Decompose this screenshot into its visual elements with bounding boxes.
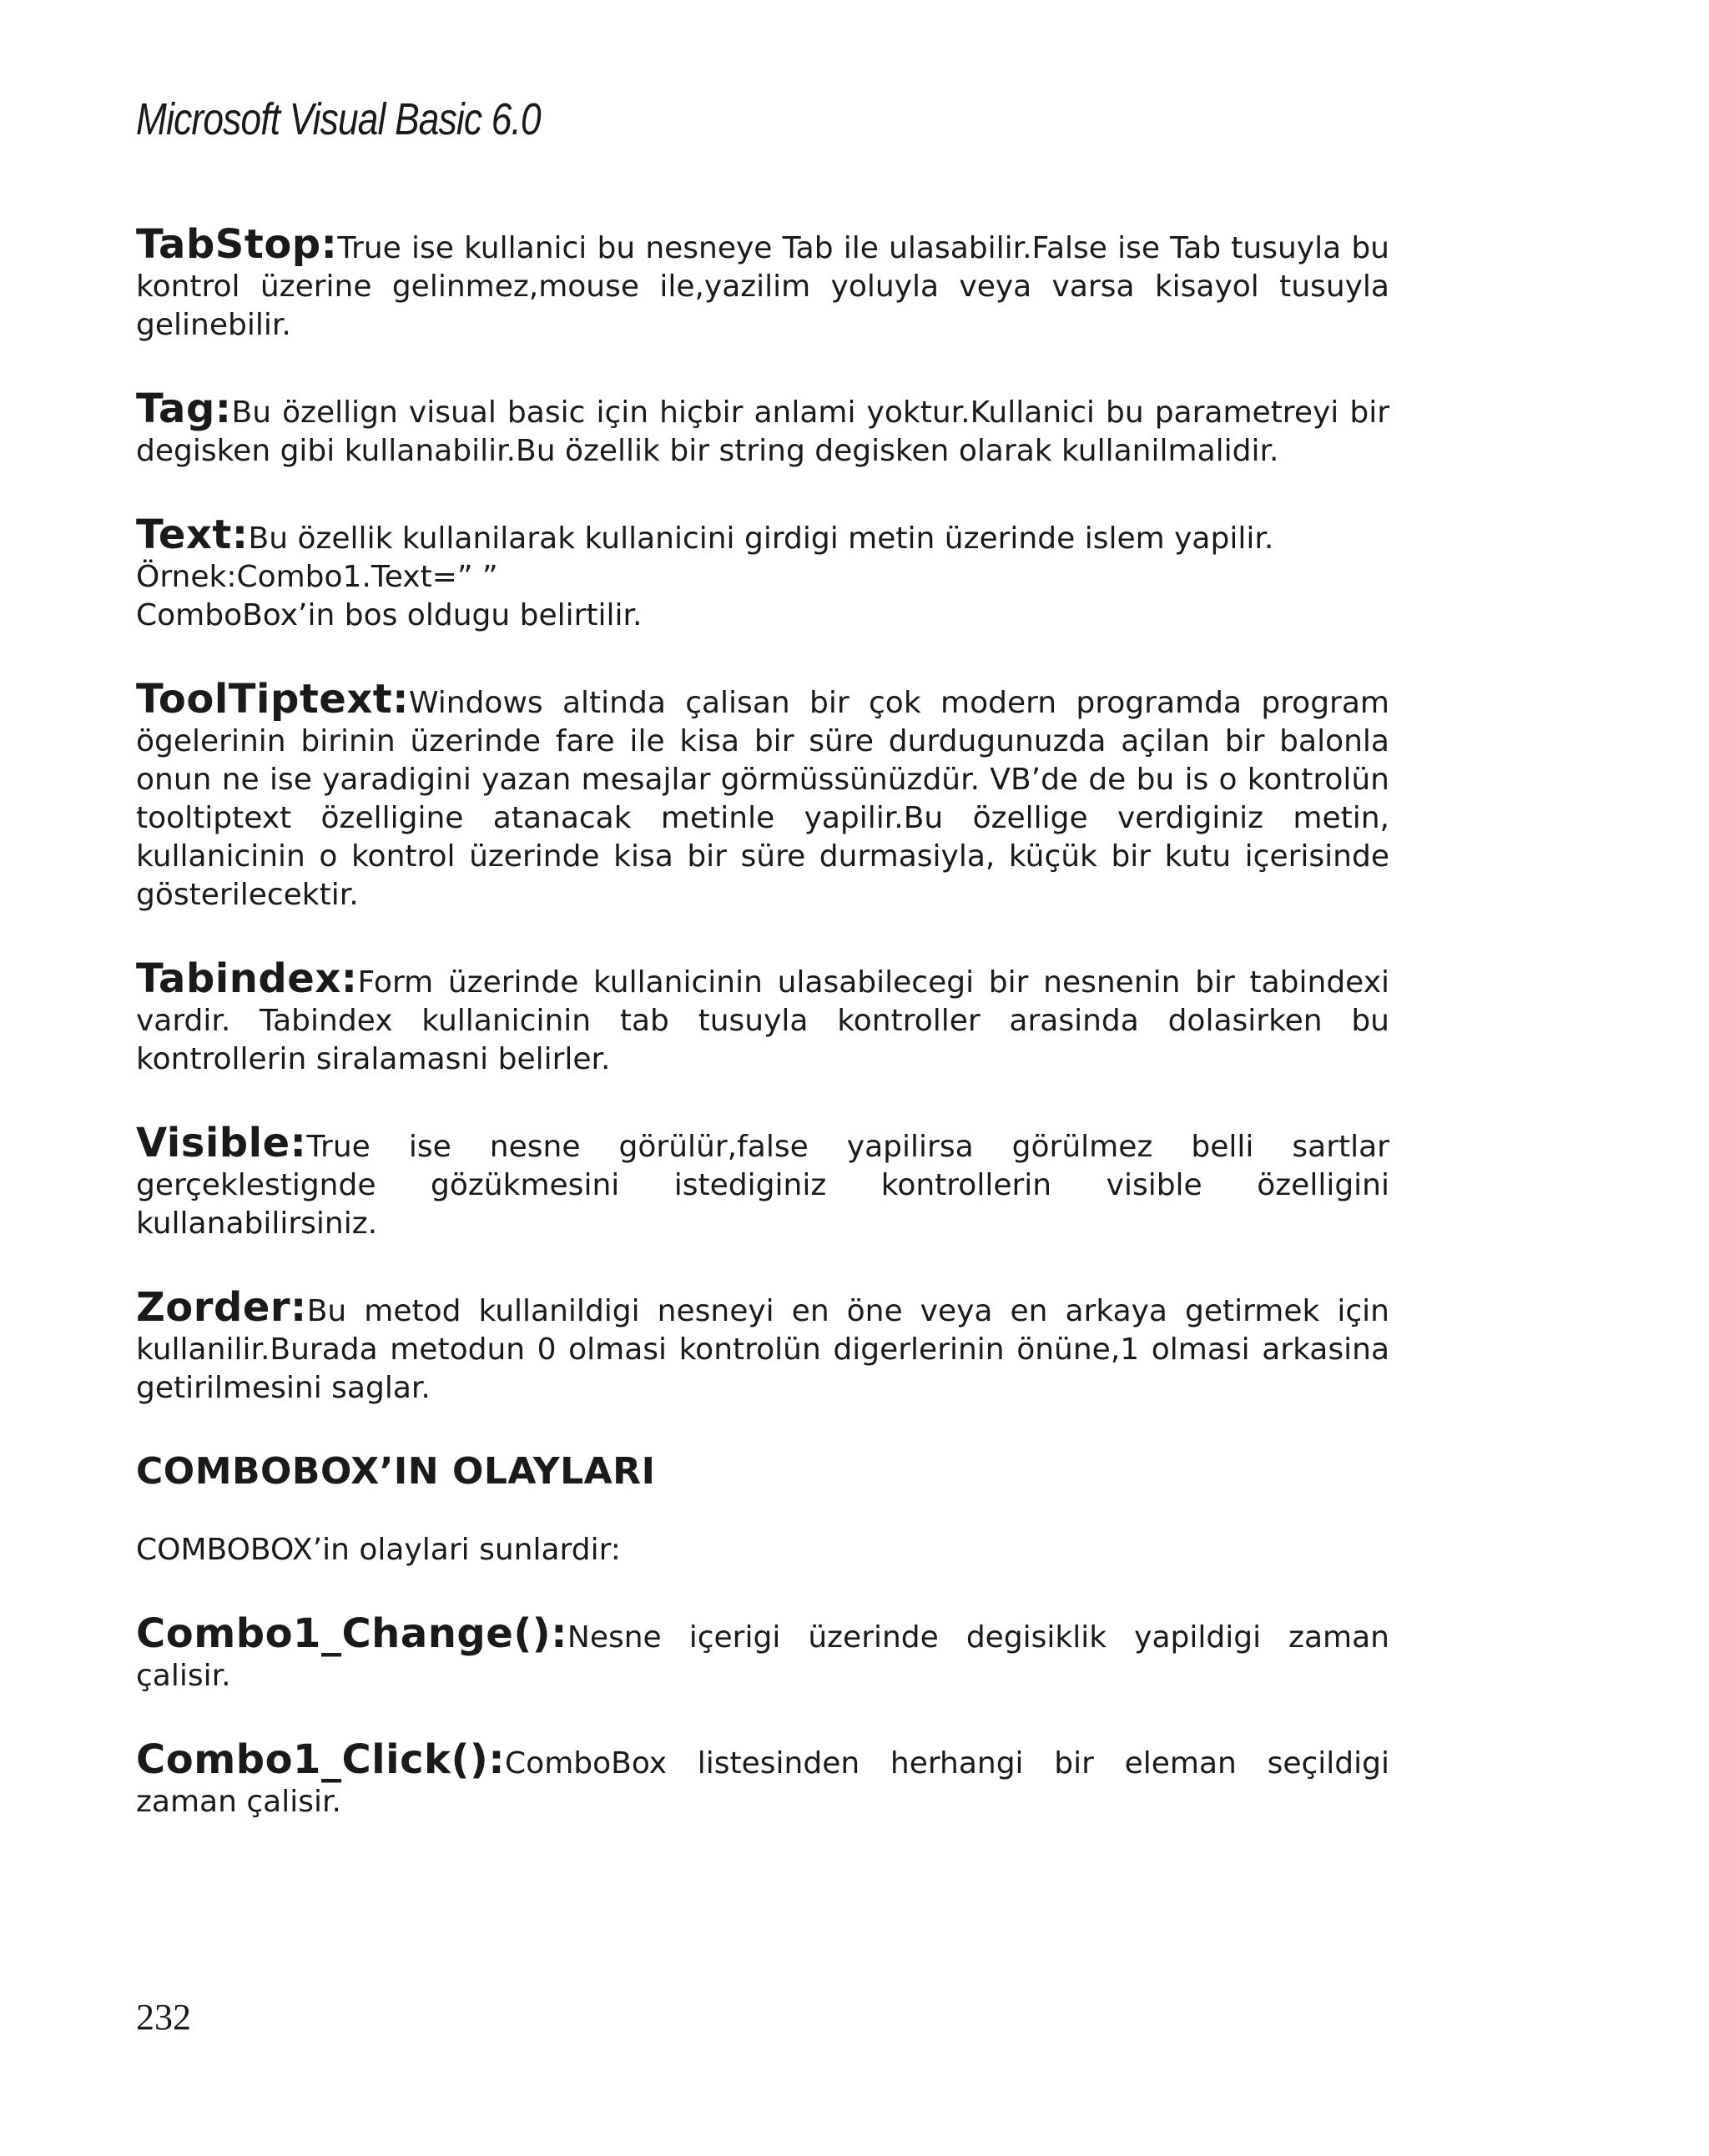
entry-term: TabStop: <box>136 221 338 268</box>
entry-text: Windows altinda çalisan bir çok modern programda program ögelerinin birinin üzerinde fare ile kisa bir süre durdugunuzda açilan bir balonla onun ne ise yaradigini yazan mesajlar görmüssünüzdür. VB’de de bu is o kontrolün tooltiptext özelligine atanacak metinle yapilir.Bu özellige verdiginiz metin, kullanicinin o kontrol üzerinde kisa bir süre durmasiyla, küçük bir kutu içerisinde gösterilecektir. <box>136 686 1389 912</box>
entry-text: True ise nesne görülür,false yapilirsa görülmez belli sartlar gerçeklestignde gözükmesini istediginiz kontrollerin visible özelligini kullanabilirsiniz. <box>136 1130 1389 1241</box>
entry-term: Combo1_Change(): <box>136 1610 567 1657</box>
entry-text: Bu özellik kullanilarak kullanicini girdigi metin üzerinde islem yapilir. <box>248 521 1274 556</box>
page-content <box>136 221 1389 1821</box>
entry-term: Tabindex: <box>136 955 358 1002</box>
entry-tabindex <box>136 955 1389 1079</box>
entry-text: Form üzerinde kullanicinin ulasabilecegi bir nesnenin bir tabindexi vardir. Tabindex kullanicinin tab tusuyla kontroller arasinda dolasirken bu kontrollerin siralamasni belirler. <box>136 965 1389 1076</box>
entry-tabstop <box>136 221 1389 345</box>
page-number: 232 <box>136 1997 191 2038</box>
running-header: Microsoft Visual Basic 6.0 <box>136 94 541 144</box>
entry-text: Bu özellign visual basic için hiçbir anlami yoktur.Kullanici bu parametreyi bir degisken gibi kullanabilir.Bu özellik bir string degisken olarak kullanilmalidir. <box>136 395 1389 468</box>
entry-text: Nesne içerigi üzerinde degisiklik yapildigi zaman çalisir. <box>136 1620 1389 1693</box>
entry-term: Tag: <box>136 385 232 432</box>
entry-tag <box>136 385 1389 471</box>
entry-term: Visible: <box>136 1120 307 1166</box>
entry-text: ComboBox listesinden herhangi bir eleman seçildigi zaman çalisir. <box>136 1746 1389 1819</box>
entry-term: Zorder: <box>136 1284 307 1331</box>
entry-tooltiptext <box>136 676 1389 914</box>
entry-term: Text: <box>136 511 249 558</box>
entry-term: Combo1_Click(): <box>136 1736 506 1783</box>
entry-text: True ise kullanici bu nesneye Tab ile ulasabilir.False ise Tab tusuyla bu kontrol üzerine gelinmez,mouse ile,yazilim yoluyla veya varsa kisayol tusuyla gelinebilir. <box>136 231 1389 342</box>
entry-text: Bu metod kullanildigi nesneyi en öne veya en arkaya getirmek için kullanilir.Burada metodun 0 olmasi kontrolün digerlerinin önüne,1 olmasi arkasina getirilmesini saglar. <box>136 1294 1389 1405</box>
entry-zorder <box>136 1284 1389 1408</box>
entry-text-property <box>136 511 1389 558</box>
event-combo1-click <box>136 1736 1389 1821</box>
entry-term: ToolTiptext: <box>136 676 409 723</box>
section-intro: COMBOBOX’in olaylari sunlardir: <box>136 1533 621 1567</box>
entry-visible <box>136 1120 1389 1243</box>
example-note: ComboBox’in bos oldugu belirtilir. <box>136 598 643 632</box>
code-example: Örnek:Combo1.Text=” ” <box>136 560 498 594</box>
event-combo1-change <box>136 1610 1389 1695</box>
section-heading: COMBOBOX’IN OLAYLARI <box>136 1450 656 1493</box>
